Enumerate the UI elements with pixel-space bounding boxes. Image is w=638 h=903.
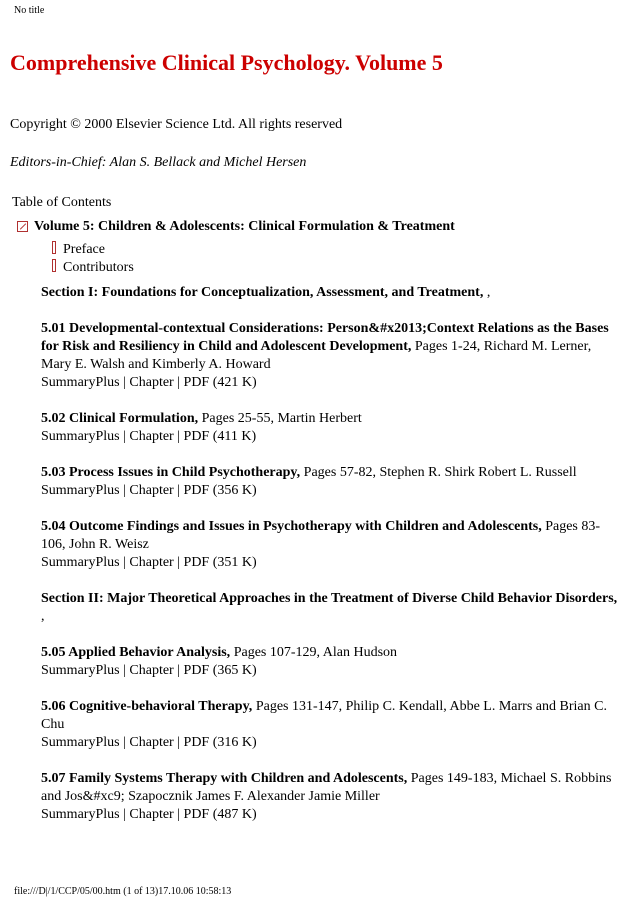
chapter-title[interactable]: 5.04 Outcome Findings and Issues in Psychotherapy with Children and Adolescents,: [41, 519, 542, 534]
page-header: No title: [14, 5, 45, 16]
summaryplus-link[interactable]: SummaryPlus: [41, 735, 120, 750]
section-heading: Section I: Foundations for Conceptualization, Assessment, and Treatment, ,: [41, 285, 491, 300]
chapter-link[interactable]: Chapter: [129, 429, 174, 444]
pdf-link[interactable]: PDF: [183, 663, 210, 678]
pdf-link[interactable]: PDF: [183, 555, 210, 570]
pdf-link[interactable]: PDF: [183, 429, 210, 444]
summaryplus-link[interactable]: SummaryPlus: [41, 555, 120, 570]
chapter-entry: 5.02 Clinical Formulation, Pages 25-55, Martin Herbert SummaryPlus | Chapter | PDF (411 K): [41, 411, 362, 444]
chapter-link[interactable]: Chapter: [129, 483, 174, 498]
summaryplus-link[interactable]: SummaryPlus: [41, 483, 120, 498]
toc-label: Table of Contents: [12, 195, 112, 210]
chapter-title[interactable]: 5.05 Applied Behavior Analysis,: [41, 645, 231, 660]
pdf-size: (411 K): [212, 429, 257, 444]
chapter-entry: 5.03 Process Issues in Child Psychotherapy, Pages 57-82, Stephen R. Shirk Robert L. Russell SummaryPlus | Chapter | PDF (356 K): [41, 465, 577, 498]
document-icon: [52, 241, 56, 254]
pdf-size: (356 K): [212, 483, 257, 498]
chapter-details: Pages 1-24, Richard M. Lerner, Mary E. Walsh and Kimberly A. Howard: [41, 339, 592, 372]
volume-label[interactable]: Volume 5: Children & Adolescents: Clinical Formulation & Treatment: [34, 219, 455, 234]
contributors-link[interactable]: Contributors: [63, 260, 134, 275]
chapter-details: Pages 25-55, Martin Herbert: [198, 411, 362, 426]
pdf-size: (351 K): [212, 555, 257, 570]
chapter-details: Pages 57-82, Stephen R. Shirk Robert L. Russell: [300, 465, 577, 480]
copyright-notice: Copyright © 2000 Elsevier Science Ltd. All rights reserved: [10, 117, 343, 132]
pdf-link[interactable]: PDF: [183, 375, 210, 390]
summaryplus-link[interactable]: SummaryPlus: [41, 429, 120, 444]
chapter-title[interactable]: 5.01 Developmental-contextual Considerations: Person&#x2013;Context Relations as the Bases for Risk and Resiliency in Child and Adolescent Development,: [41, 321, 609, 354]
toc-item-contributors[interactable]: [52, 259, 134, 276]
chapter-link[interactable]: Chapter: [129, 375, 174, 390]
summaryplus-link[interactable]: SummaryPlus: [41, 375, 120, 390]
chapter-entry: 5.05 Applied Behavior Analysis, Pages 107-129, Alan Hudson SummaryPlus | Chapter | PDF (365 K): [41, 645, 398, 678]
summaryplus-link[interactable]: SummaryPlus: [41, 663, 120, 678]
chapter-entry: 5.06 Cognitive-behavioral Therapy, Pages 131-147, Philip C. Kendall, Abbe L. Marrs and Brian C. Chu SummaryPlus | Chapter | PDF (316 K): [41, 699, 607, 750]
chapter-details: Pages 149-183, Michael S. Robbins and Jos&#xc9; Szapocznik James F. Alexander Jamie Miller: [41, 771, 612, 804]
chapter-entry: 5.07 Family Systems Therapy with Children and Adolescents, Pages 149-183, Michael S. Robbins and Jos&#xc9; Szapocznik James F. Alexander Jamie Miller SummaryPlus | Chapter | PDF (487 K): [41, 771, 612, 822]
pdf-size: (316 K): [212, 735, 257, 750]
pdf-link[interactable]: PDF: [183, 735, 210, 750]
chapter-link[interactable]: Chapter: [129, 735, 174, 750]
chapter-link[interactable]: Chapter: [129, 555, 174, 570]
page-footer: file:///D|/1/CCP/05/00.htm (1 of 13)17.10.06 10:58:13: [14, 886, 232, 897]
volume-item[interactable]: [17, 219, 455, 235]
document-icon: [52, 259, 56, 272]
pdf-size: (421 K): [212, 375, 257, 390]
pdf-size: (365 K): [212, 663, 257, 678]
chapter-title[interactable]: 5.07 Family Systems Therapy with Children and Adolescents,: [41, 771, 408, 786]
book-title: Comprehensive Clinical Psychology. Volume 5: [10, 50, 443, 75]
preface-link[interactable]: Preface: [63, 242, 105, 257]
chapter-entry: 5.04 Outcome Findings and Issues in Psychotherapy with Children and Adolescents, Pages 83-106, John R. Weisz SummaryPlus | Chapter | PDF (351 K): [41, 519, 601, 570]
editors-line: Editors-in-Chief: Alan S. Bellack and Michel Hersen: [10, 155, 307, 170]
chapter-link[interactable]: Chapter: [129, 807, 174, 822]
summaryplus-link[interactable]: SummaryPlus: [41, 807, 120, 822]
chapter-title[interactable]: 5.06 Cognitive-behavioral Therapy,: [41, 699, 253, 714]
chapter-details: Pages 83-106, John R. Weisz: [41, 519, 601, 552]
chapter-details: Pages 131-147, Philip C. Kendall, Abbe L. Marrs and Brian C. Chu: [41, 699, 607, 732]
pdf-link[interactable]: PDF: [183, 483, 210, 498]
chapter-list: [41, 284, 621, 824]
toc-item-preface[interactable]: [52, 241, 105, 258]
chapter-title[interactable]: 5.03 Process Issues in Child Psychotherapy,: [41, 465, 301, 480]
chapter-title[interactable]: 5.02 Clinical Formulation,: [41, 411, 199, 426]
collapse-volume-icon[interactable]: [17, 221, 28, 232]
pdf-link[interactable]: PDF: [183, 807, 210, 822]
section-heading: Section II: Major Theoretical Approaches in the Treatment of Diverse Child Behavior Disorders, ,: [41, 591, 618, 624]
pdf-size: (487 K): [212, 807, 257, 822]
chapter-entry: 5.01 Developmental-contextual Considerations: Person&#x2013;Context Relations as the Bases for Risk and Resiliency in Child and Adolescent Development, Pages 1-24, Richard M. Lerner, Mary E. Walsh and Kimberly A. Howard SummaryPlus | Chapter | PDF (421 K): [41, 321, 609, 390]
chapter-details: Pages 107-129, Alan Hudson: [230, 645, 398, 660]
chapter-link[interactable]: Chapter: [129, 663, 174, 678]
